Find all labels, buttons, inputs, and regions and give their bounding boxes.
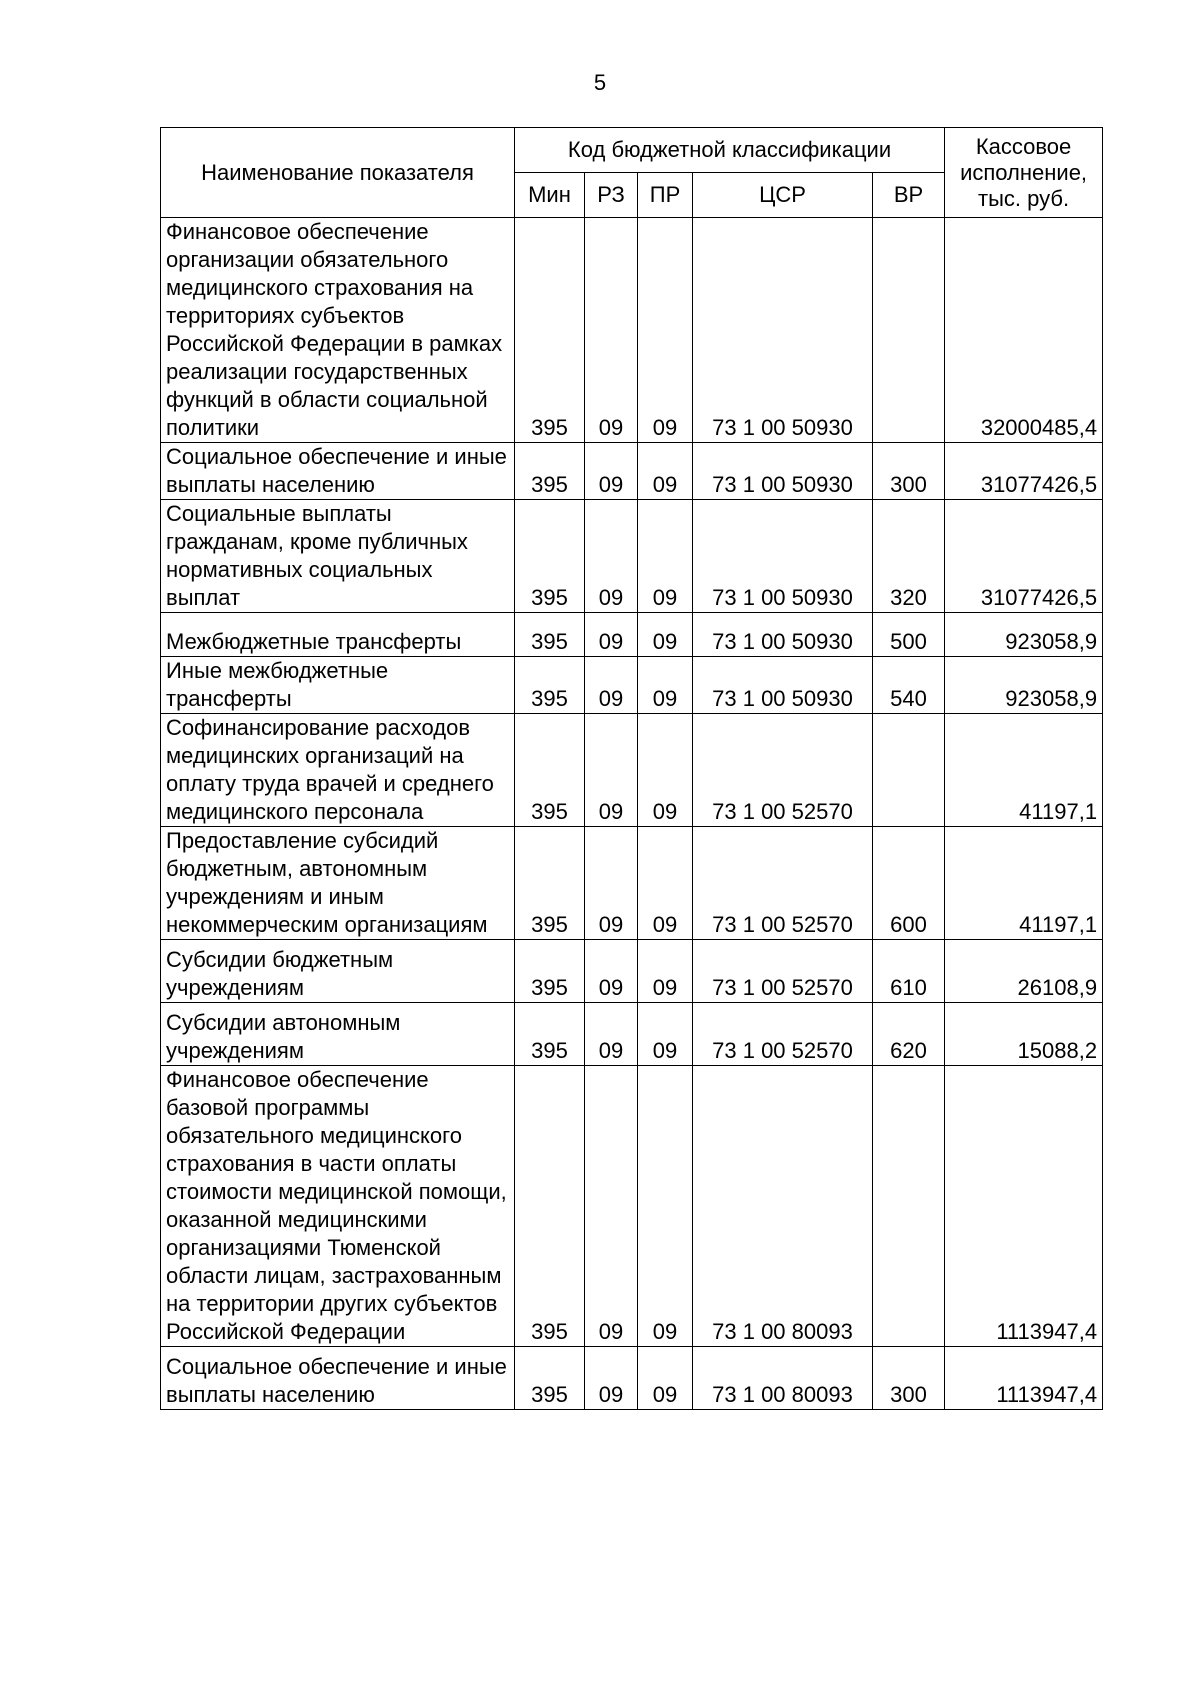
row-vr bbox=[873, 714, 945, 827]
header-rz: РЗ bbox=[585, 173, 638, 218]
table-row bbox=[161, 827, 1103, 940]
row-amount: 31077426,5 bbox=[945, 443, 1103, 500]
row-amount: 41197,1 bbox=[945, 827, 1103, 940]
row-name: Субсидии бюджетным учреждениям bbox=[161, 940, 515, 1003]
row-rz: 09 bbox=[585, 500, 638, 613]
row-min: 395 bbox=[515, 1347, 585, 1410]
table-body bbox=[161, 218, 1103, 1410]
row-amount: 1113947,4 bbox=[945, 1066, 1103, 1347]
row-min: 395 bbox=[515, 1003, 585, 1066]
row-pr: 09 bbox=[638, 1066, 693, 1347]
row-pr: 09 bbox=[638, 1003, 693, 1066]
row-csr: 73 1 00 52570 bbox=[693, 1003, 873, 1066]
row-csr: 73 1 00 50930 bbox=[693, 613, 873, 657]
row-min: 395 bbox=[515, 613, 585, 657]
row-name: Финансовое обеспечение организации обязательного медицинского страхования на территориях субъектов Российской Федерации в рамках реализации государственных функций в области социальной политики bbox=[161, 218, 515, 443]
row-name: Социальное обеспечение и иные выплаты населению bbox=[161, 1347, 515, 1410]
row-vr bbox=[873, 218, 945, 443]
table-row bbox=[161, 1066, 1103, 1347]
row-csr: 73 1 00 80093 bbox=[693, 1066, 873, 1347]
table-row bbox=[161, 218, 1103, 443]
row-rz: 09 bbox=[585, 613, 638, 657]
row-csr: 73 1 00 52570 bbox=[693, 827, 873, 940]
header-min: Мин bbox=[515, 173, 585, 218]
budget-table bbox=[160, 127, 1103, 1410]
page-number: 5 bbox=[593, 70, 607, 95]
row-rz: 09 bbox=[585, 714, 638, 827]
header-vr: ВР bbox=[873, 173, 945, 218]
row-amount: 31077426,5 bbox=[945, 500, 1103, 613]
row-pr: 09 bbox=[638, 827, 693, 940]
row-rz: 09 bbox=[585, 1066, 638, 1347]
row-vr: 600 bbox=[873, 827, 945, 940]
header-code-group: Код бюджетной классификации bbox=[515, 128, 945, 173]
row-rz: 09 bbox=[585, 1347, 638, 1410]
row-name: Софинансирование расходов медицинских организаций на оплату труда врачей и среднего медицинского персонала bbox=[161, 714, 515, 827]
row-rz: 09 bbox=[585, 657, 638, 714]
row-amount: 15088,2 bbox=[945, 1003, 1103, 1066]
row-vr bbox=[873, 1066, 945, 1347]
row-amount: 26108,9 bbox=[945, 940, 1103, 1003]
row-pr: 09 bbox=[638, 443, 693, 500]
row-pr: 09 bbox=[638, 940, 693, 1003]
row-name: Предоставление субсидий бюджетным, автономным учреждениям и иным некоммерческим организациям bbox=[161, 827, 515, 940]
row-vr: 300 bbox=[873, 1347, 945, 1410]
table-row bbox=[161, 657, 1103, 714]
row-rz: 09 bbox=[585, 1003, 638, 1066]
row-amount: 32000485,4 bbox=[945, 218, 1103, 443]
table-row bbox=[161, 1003, 1103, 1066]
row-pr: 09 bbox=[638, 657, 693, 714]
row-csr: 73 1 00 52570 bbox=[693, 940, 873, 1003]
table-row bbox=[161, 940, 1103, 1003]
row-rz: 09 bbox=[585, 827, 638, 940]
row-min: 395 bbox=[515, 500, 585, 613]
table-row bbox=[161, 714, 1103, 827]
row-vr: 610 bbox=[873, 940, 945, 1003]
row-vr: 300 bbox=[873, 443, 945, 500]
row-pr: 09 bbox=[638, 714, 693, 827]
table-row bbox=[161, 1347, 1103, 1410]
row-csr: 73 1 00 50930 bbox=[693, 443, 873, 500]
row-amount: 923058,9 bbox=[945, 657, 1103, 714]
header-pr: ПР bbox=[638, 173, 693, 218]
row-vr: 320 bbox=[873, 500, 945, 613]
row-name: Финансовое обеспечение базовой программы обязательного медицинского страхования в части оплаты стоимости медицинской помощи, оказанной медицинскими организациями Тюменской области лицам, застрахованным на территории других субъектов Российской Федерации bbox=[161, 1066, 515, 1347]
header-csr: ЦСР bbox=[693, 173, 873, 218]
row-rz: 09 bbox=[585, 218, 638, 443]
row-vr: 540 bbox=[873, 657, 945, 714]
row-name: Социальные выплаты гражданам, кроме публичных нормативных социальных выплат bbox=[161, 500, 515, 613]
row-name: Социальное обеспечение и иные выплаты населению bbox=[161, 443, 515, 500]
table-row bbox=[161, 500, 1103, 613]
row-min: 395 bbox=[515, 1066, 585, 1347]
table-row bbox=[161, 613, 1103, 657]
row-csr: 73 1 00 50930 bbox=[693, 657, 873, 714]
row-min: 395 bbox=[515, 657, 585, 714]
row-pr: 09 bbox=[638, 1347, 693, 1410]
row-pr: 09 bbox=[638, 613, 693, 657]
row-pr: 09 bbox=[638, 218, 693, 443]
header-name: Наименование показателя bbox=[161, 128, 515, 218]
row-min: 395 bbox=[515, 218, 585, 443]
row-csr: 73 1 00 80093 bbox=[693, 1347, 873, 1410]
row-min: 395 bbox=[515, 827, 585, 940]
row-name: Субсидии автономным учреждениям bbox=[161, 1003, 515, 1066]
row-csr: 73 1 00 50930 bbox=[693, 500, 873, 613]
table-row bbox=[161, 443, 1103, 500]
row-rz: 09 bbox=[585, 940, 638, 1003]
row-amount: 1113947,4 bbox=[945, 1347, 1103, 1410]
row-csr: 73 1 00 52570 bbox=[693, 714, 873, 827]
table-header bbox=[161, 128, 1103, 218]
row-vr: 620 bbox=[873, 1003, 945, 1066]
row-min: 395 bbox=[515, 443, 585, 500]
row-amount: 923058,9 bbox=[945, 613, 1103, 657]
row-min: 395 bbox=[515, 940, 585, 1003]
row-min: 395 bbox=[515, 714, 585, 827]
row-amount: 41197,1 bbox=[945, 714, 1103, 827]
row-rz: 09 bbox=[585, 443, 638, 500]
header-amount: Кассовое исполнение, тыс. руб. bbox=[945, 128, 1103, 218]
row-pr: 09 bbox=[638, 500, 693, 613]
row-csr: 73 1 00 50930 bbox=[693, 218, 873, 443]
row-name: Иные межбюджетные трансферты bbox=[161, 657, 515, 714]
row-vr: 500 bbox=[873, 613, 945, 657]
row-name: Межбюджетные трансферты bbox=[161, 613, 515, 657]
